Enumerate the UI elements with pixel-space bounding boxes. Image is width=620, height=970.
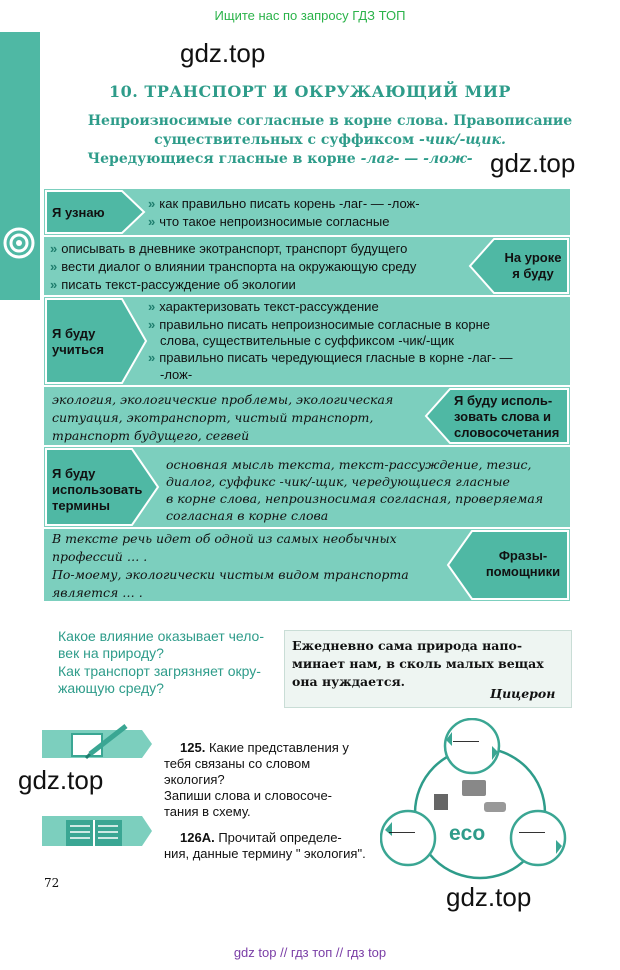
terms-line: в корне слова, непроизносимая согласная, проверяемая — [166, 491, 544, 506]
words-line: ситуация, экотранспорт, чистый транспорт, — [52, 410, 374, 425]
terms-line: основная мысль текста, текст-рассуждение, тезис, — [166, 457, 532, 472]
watermark: gdz.top — [446, 882, 532, 912]
eco-label: eco — [449, 822, 486, 845]
list-item-cont: слова, существительные с суффиксом -чик/-щик — [160, 333, 454, 348]
task-125: 125. Какие представления у тебя связаны со словом экология? Запиши слова и словосоче- тания в схему. — [164, 740, 349, 819]
phrases-line: В тексте речь идет об одной из самых необычных — [52, 531, 397, 546]
book-icon — [42, 808, 152, 854]
terms-label: Я буду использовать термины — [52, 466, 143, 513]
watermark: gdz.top — [490, 148, 576, 178]
question-line: век на природу? — [58, 645, 164, 661]
quote-text: Ежедневно сама природа напо- минает нам, в сколь малых вещах она нуждается. — [292, 638, 544, 689]
question-line: Какое влияние оказывает чело- — [58, 628, 265, 644]
subtitle: Чередующиеся гласные в корне -лаг- — -лож- — [87, 151, 473, 167]
list-item: » как правильно писать корень -лаг- — -лож- — [148, 196, 420, 211]
diagram-blank: —— — [519, 824, 545, 839]
task-126: 126А. Прочитай определе- ния, данные термину " экология". — [164, 830, 366, 861]
phrases-line: является … . — [52, 585, 143, 600]
swirl-icon — [2, 226, 36, 260]
list-item: » вести диалог о влиянии транспорта на окружающую среду — [50, 259, 417, 274]
words-line: экология, экологические проблемы, экологическая — [52, 392, 394, 407]
list-item: » правильно писать чередующиеся гласные в корне -лаг- — — [148, 350, 513, 365]
quote-author: Цицерон — [490, 686, 556, 701]
subtitle: существительных с суффиксом -чик/-щик. — [154, 132, 506, 148]
watermark: gdz.top — [18, 765, 104, 795]
phrases-label: Фразы- помощники — [485, 548, 561, 579]
subtitle: Непроизносимые согласные в корне слова. Правописание — [87, 113, 573, 129]
page-number: 72 — [44, 876, 60, 890]
footer-links[interactable]: gdz top // гдз топ // гдз top — [233, 945, 387, 960]
pencil-icon — [42, 722, 152, 766]
list-item-cont: -лож- — [160, 367, 193, 382]
words-label: Я буду исполь- зовать слова и словосочетания — [454, 393, 560, 440]
question-line: жающую среду? — [58, 680, 164, 696]
words-line: транспорт будущего, сегвей — [52, 428, 250, 443]
question-line: Как транспорт загрязняет окру- — [58, 663, 261, 679]
diagram-blank: —— — [389, 824, 415, 839]
watermark: gdz.top — [180, 38, 266, 68]
list-item: » писать текст-рассуждение об экологии — [50, 277, 296, 292]
diagram-blank: —— — [453, 733, 479, 748]
header-link[interactable]: Ищите нас по запросу ГДЗ ТОП — [214, 8, 406, 23]
page-title: 10. ТРАНСПОРТ И ОКРУЖАЮЩИЙ МИР — [109, 82, 511, 101]
phrases-line: профессий … . — [52, 549, 148, 564]
terms-line: диалог, суффикс -чик/-щик, чередующиеся гласные — [166, 474, 510, 489]
lesson-label: На уроке я буду — [504, 250, 562, 281]
study-label: Я буду учиться — [52, 326, 104, 357]
learn-label: Я узнаю — [52, 205, 105, 220]
eco-diagram — [380, 718, 590, 888]
list-item: » что такое непроизносимые согласные — [148, 214, 390, 229]
list-item: » правильно писать непроизносимые согласные в корне — [148, 317, 491, 332]
terms-line: согласная в корне слова — [166, 508, 329, 523]
list-item: » характеризовать текст-рассуждение — [148, 299, 379, 314]
phrases-line: По-моему, экологически чистым видом транспорта — [52, 567, 409, 582]
list-item: » описывать в дневнике экотранспорт, транспорт будущего — [50, 241, 408, 256]
